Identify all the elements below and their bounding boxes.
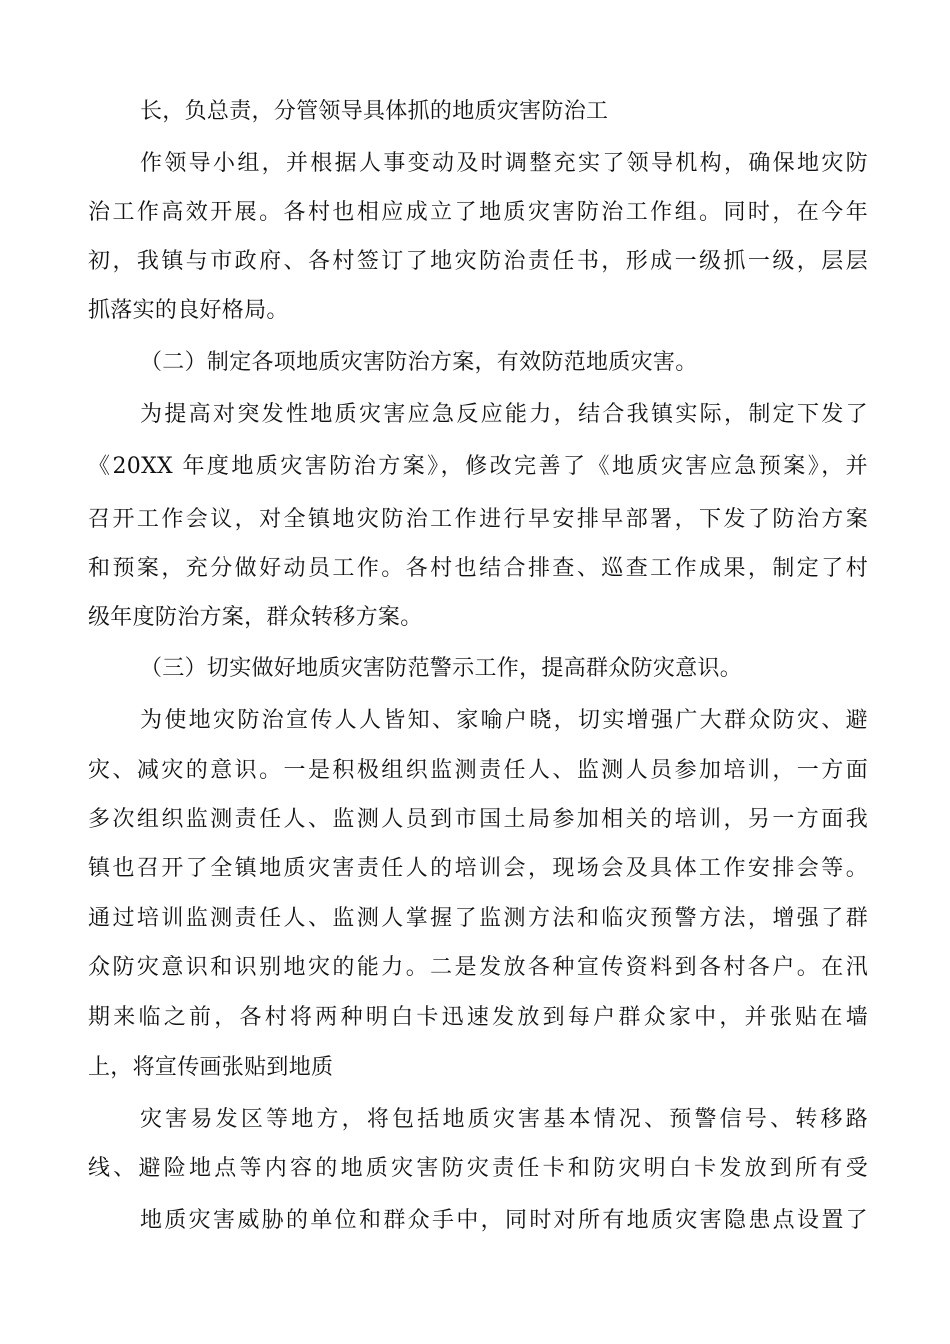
text-line: 召开工作会议，对全镇地灾防治工作进行早安排早部署，下发了防治方案 <box>88 507 868 532</box>
text-line: 灾、减灾的意识。一是积极组织监测责任人、监测人员参加培训，一方面 <box>88 758 868 783</box>
section-heading: （三）切实做好地质灾害防范警示工作，提高群众防灾意识。 <box>140 656 743 681</box>
text-line: 上，将宣传画张贴到地质 <box>88 1055 334 1080</box>
text-line: 治工作高效开展。各村也相应成立了地质灾害防治工作组。同时，在今年 <box>88 200 868 225</box>
text-line: 地质灾害威胁的单位和群众手中，同时对所有地质灾害隐患点设置了 <box>140 1208 868 1233</box>
section-heading: （二）制定各项地质灾害防治方案，有效防范地质灾害。 <box>140 350 698 375</box>
text-line: 为使地灾防治宣传人人皆知、家喻户晓，切实增强广大群众防灾、避 <box>140 708 868 733</box>
text-line: 通过培训监测责任人、监测人掌握了监测方法和临灾预警方法，增强了群 <box>88 906 868 931</box>
text-line: 抓落实的良好格局。 <box>88 298 289 323</box>
text-line: 为提高对突发性地质灾害应急反应能力，结合我镇实际，制定下发了 <box>140 402 868 427</box>
text-line: 作领导小组，并根据人事变动及时调整充实了领导机构，确保地灾防 <box>140 151 868 176</box>
text-line: 《20XX 年度地质灾害防治方案》，修改完善了《地质灾害应急预案》，并 <box>88 454 868 479</box>
text-line: 多次组织监测责任人、监测人员到市国土局参加相关的培训，另一方面我 <box>88 807 868 832</box>
text-line: 灾害易发区等地方，将包括地质灾害基本情况、预警信号、转移路 <box>140 1107 868 1132</box>
text-line: 众防灾意识和识别地灾的能力。二是发放各种宣传资料到各村各户。在汛 <box>88 955 868 980</box>
text-line: 线、避险地点等内容的地质灾害防灾责任卡和防灾明白卡发放到所有受 <box>88 1156 868 1181</box>
text-line: 级年度防治方案，群众转移方案。 <box>88 605 423 630</box>
text-line: 期来临之前，各村将两种明白卡迅速发放到每户群众家中，并张贴在墙 <box>88 1005 868 1030</box>
text-line: 初，我镇与市政府、各村签订了地灾防治责任书，形成一级抓一级，层层 <box>88 249 868 274</box>
text-line: 长，负总责，分管领导具体抓的地质灾害防治工 <box>140 99 609 124</box>
text-line: 和预案，充分做好动员工作。各村也结合排查、巡查工作成果，制定了村 <box>88 556 868 581</box>
text-line: 镇也召开了全镇地质灾害责任人的培训会，现场会及具体工作安排会等。 <box>88 856 868 881</box>
